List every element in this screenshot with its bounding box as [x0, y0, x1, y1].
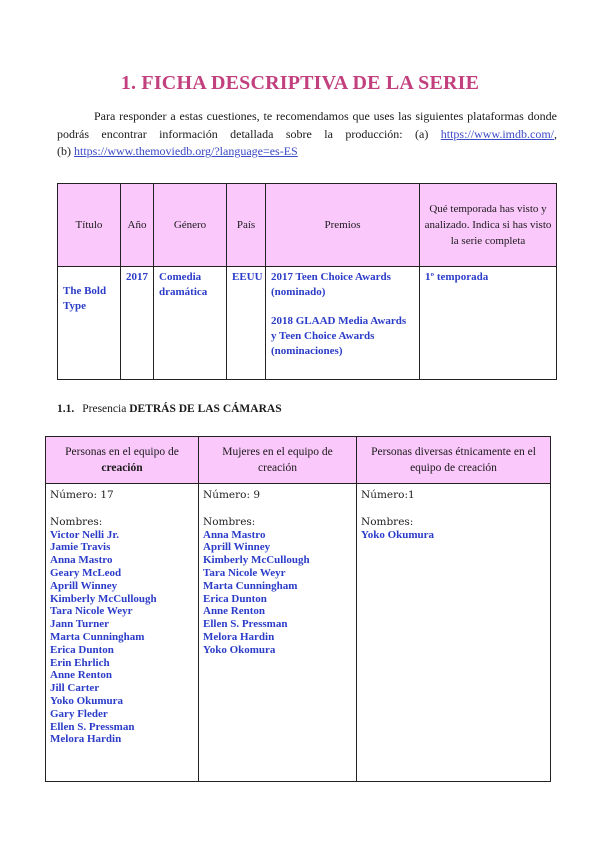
nombres-label: Nombres:	[203, 515, 256, 528]
list-item: Yoko Okumura	[361, 528, 435, 541]
list-item: Anne Renton	[203, 605, 266, 618]
list-item: Gary Fleder	[50, 707, 108, 720]
premio-2: 2018 GLAAD Media Awards y Teen Choice Awards (nominaciones)	[271, 315, 407, 357]
cell-anio: 2017	[121, 267, 154, 380]
intro-paragraph: Para responder a estas cuestiones, te recomendamos que uses las siguientes plataformas donde podrás encontrar información detallada sobre la producción: (a) https://www.imdb.com/, (b) https://www.themoviedb.org/?language=es-ES	[57, 109, 557, 158]
column-mujeres	[199, 484, 357, 782]
list-item: Ellen S. Pressman	[50, 720, 135, 733]
header-temporada: Qué temporada has visto y analizado. Indica si has visto la serie completa	[420, 184, 557, 267]
list-item: Aprill Winney	[50, 579, 118, 592]
list-item: Geary McLeod	[50, 566, 122, 579]
list-item: Yoko Okumura	[50, 694, 124, 707]
tmdb-link[interactable]: https://www.themoviedb.org/?language=es-ES	[74, 144, 298, 158]
list-item: Erica Dunton	[203, 592, 267, 605]
list-item: Kimberly McCullough	[50, 592, 157, 605]
list-item: Erica Dunton	[50, 643, 114, 656]
section-heading-1-1: 1.1. Presencia DETRÁS DE LAS CÁMARAS	[57, 403, 282, 415]
header-anio: Año	[121, 184, 154, 267]
list-item: Anna Mastro	[203, 528, 266, 541]
list-item: Kimberly McCullough	[203, 554, 310, 567]
cell-temporada: 1º temporada	[420, 267, 557, 380]
list-item: Victor Nelli Jr.	[50, 528, 119, 541]
list-item: Anna Mastro	[50, 554, 113, 567]
names-list	[361, 529, 546, 542]
names-list	[203, 529, 352, 657]
header-titulo: Título	[58, 184, 121, 267]
intro-end: ,	[554, 126, 557, 141]
series-table	[57, 183, 557, 380]
numero-label: Número:1	[361, 489, 415, 501]
list-item: Aprill Winney	[203, 541, 271, 554]
numero-label: Número: 17	[50, 489, 114, 501]
numero-label: Número: 9	[203, 489, 261, 501]
intro-text: Para responder a estas cuestiones, te recomendamos que uses las siguientes plataformas donde podrás encontrar información detallada sobre la producción: (a)	[57, 109, 557, 141]
list-item: Jamie Travis	[50, 541, 111, 554]
header-creacion: Personas en el equipo de creación	[46, 437, 199, 484]
premio-1: 2017 Teen Choice Awards (nominado)	[271, 271, 391, 298]
team-table	[45, 436, 551, 782]
header-genero: Género	[154, 184, 227, 267]
table-row	[58, 267, 557, 380]
list-item: Tara Nicole Weyr	[50, 605, 133, 618]
cell-premios	[266, 267, 420, 380]
list-item: Marta Cunningham	[203, 579, 298, 592]
list-item: Anne Renton	[50, 669, 113, 682]
cell-genero: Comedia dramática	[154, 267, 227, 380]
header-premios: Premios	[266, 184, 420, 267]
list-item: Melora Hardin	[50, 733, 122, 746]
page-title: 1. FICHA DESCRIPTIVA DE LA SERIE	[120, 72, 480, 94]
header-diversas: Personas diversas étnicamente en el equipo de creación	[357, 437, 551, 484]
column-creacion	[46, 484, 199, 782]
list-item: Yoko Okomura	[203, 643, 276, 656]
nombres-label: Nombres:	[361, 515, 414, 528]
column-diversas	[357, 484, 551, 782]
list-item: Ellen S. Pressman	[203, 618, 288, 631]
list-item: Tara Nicole Weyr	[203, 566, 286, 579]
names-list	[50, 529, 194, 747]
imdb-link[interactable]: https://www.imdb.com/	[440, 126, 554, 141]
list-item: Jann Turner	[50, 618, 109, 631]
cell-pais: EEUU	[227, 267, 266, 380]
list-item: Jill Carter	[50, 682, 100, 695]
nombres-label: Nombres:	[50, 515, 103, 528]
list-item: Marta Cunningham	[50, 630, 145, 643]
list-item: Erin Ehrlich	[50, 656, 110, 669]
cell-titulo: The Bold Type	[58, 267, 121, 380]
list-item: Melora Hardin	[203, 630, 275, 643]
header-mujeres: Mujeres en el equipo de creación	[199, 437, 357, 484]
header-pais: País	[227, 184, 266, 267]
